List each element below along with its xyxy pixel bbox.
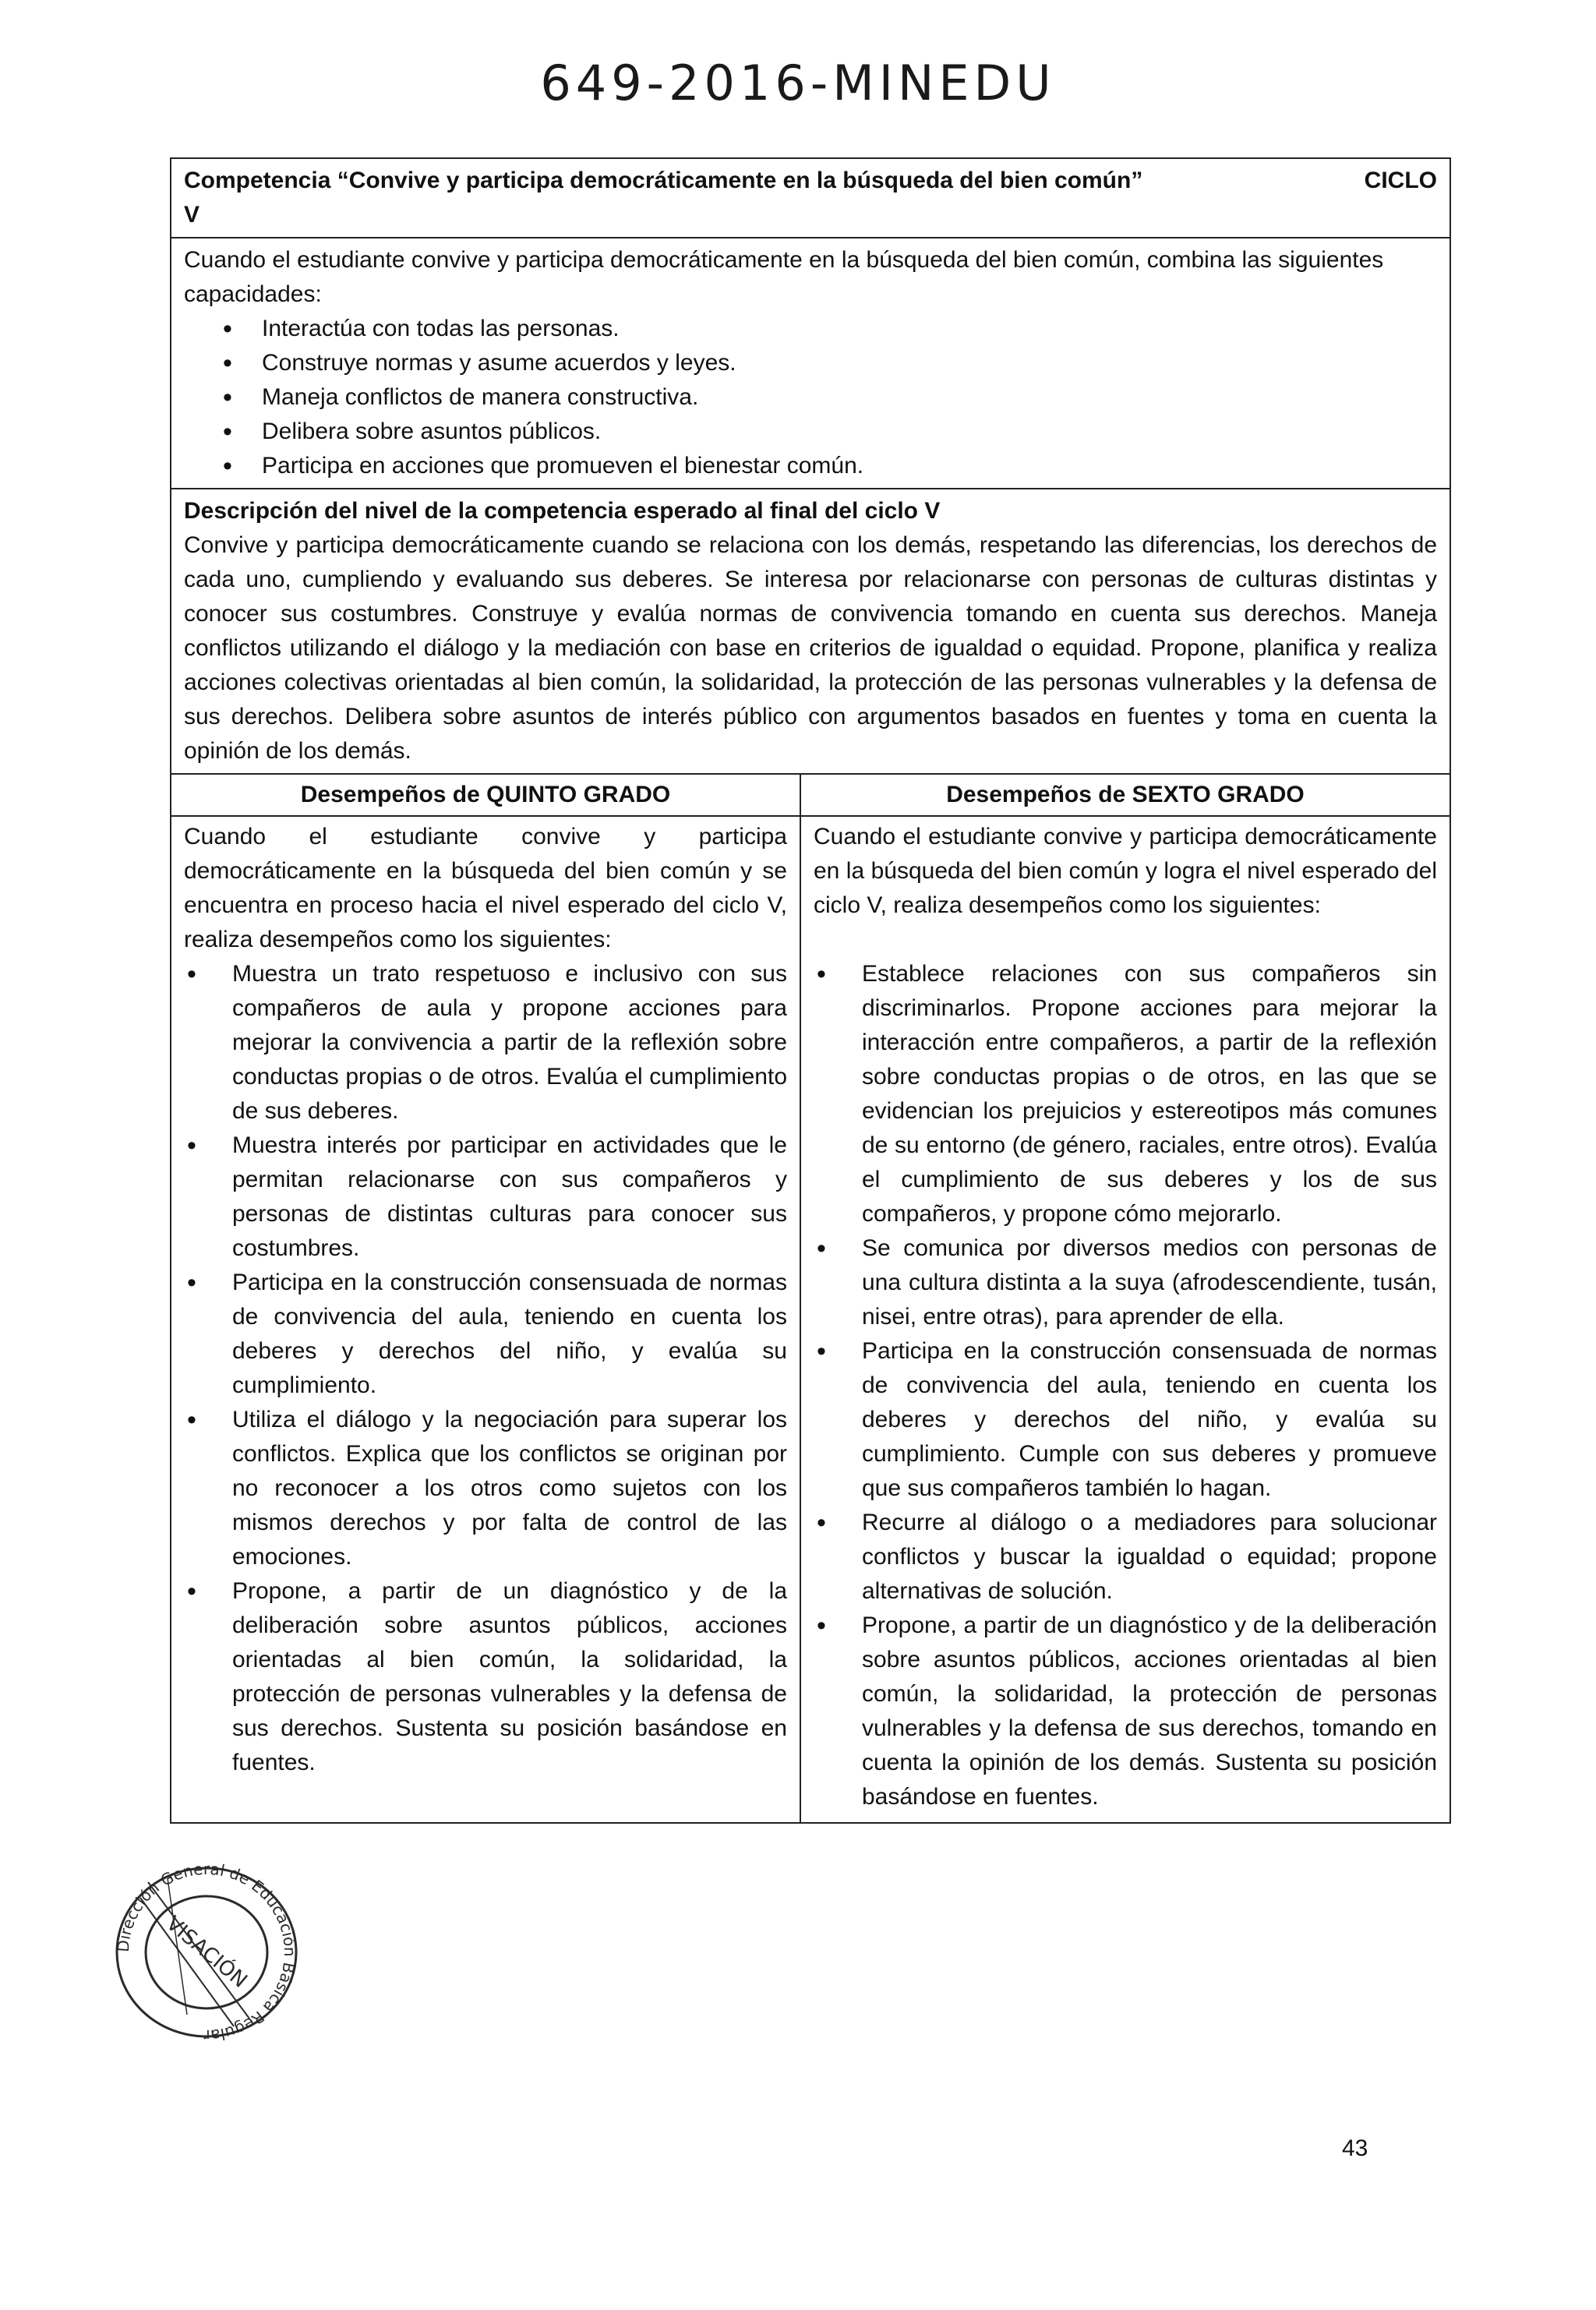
capacidades-intro: Cuando el estudiante convive y participa democráticamente en la búsqueda del bien común, combina las siguientes capacidades: [184, 247, 1384, 307]
competency-table [170, 157, 1451, 1824]
competency-block [171, 159, 1449, 238]
sexto-column [801, 817, 1449, 1822]
quinto-column [171, 817, 801, 1822]
desempeno-item: • Recurre al diálogo o a mediadores para solucionar conflictos y buscar la igualdad o equidad; propone alternativas de solución. [814, 1506, 1437, 1609]
capacidad-item: • Delibera sobre asuntos públicos. [223, 415, 1437, 449]
capacidad-item: • Participa en acciones que promueven el bienestar común. [223, 449, 1437, 483]
competency-header [184, 164, 1437, 198]
sexto-intro: Cuando el estudiante convive y participa democráticamente en la búsqueda del bien común y logra el nivel esperado del ciclo V, realiza desempeños como los siguientes: [814, 824, 1437, 918]
descripcion-text: Convive y participa democráticamente cuando se relaciona con los demás, respetando las diferencias, los derechos de cada uno, cumpliendo y evaluando sus deberes. Se interesa por relacionarse con personas de culturas distintas y conocer sus costumbres. Construye y evalúa normas de convivencia tomando en cuenta sus derechos. Maneja conflictos utilizando el diálogo y la mediación con base en criterios de igualdad o equidad. Propone, planifica y realiza acciones colectivas orientadas al bien común, la solidaridad, la protección de las personas vulnerables y la defensa de sus derechos. Delibera sobre asuntos de interés público con argumentos basados en fuentes y toma en cuenta la opinión de los demás. [184, 532, 1437, 764]
descripcion-block [171, 489, 1449, 775]
seal-inner-text: VISACIÓN [161, 1912, 252, 1993]
desempeno-item: • Establece relaciones con sus compañeros sin discriminarlos. Propone acciones para mejorar la interacción entre compañeros, a partir de la reflexión sobre conductas propias o de otros, en las que se evidencian los prejuicios y estereotipos más comunes de su entorno (de género, raciales, entre otros). Evalúa el cumplimiento de sus deberes y los de sus compañeros, y propone cómo mejorarlo. [814, 957, 1437, 1231]
desempenos-grid [171, 775, 1449, 1822]
desempeno-item: • Utiliza el diálogo y la negociación para superar los conflictos. Explica que los conflictos se originan por no reconocer a los otros como sujetos con los mismos derechos y por falta de control de las emociones. [184, 1403, 787, 1574]
desempeno-item: • Muestra interés por participar en actividades que le permitan relacionarse con sus compañeros y personas de distintas culturas para conocer sus costumbres. [184, 1129, 787, 1266]
visacion-seal-stamp [94, 1859, 320, 2046]
quinto-intro: Cuando el estudiante convive y participa democráticamente en la búsqueda del bien común y se encuentra en proceso hacia el nivel esperado del ciclo V, realiza desempeños como los siguientes: [184, 824, 787, 952]
desempeno-item: • Propone, a partir de un diagnóstico y de la deliberación sobre asuntos públicos, acciones orientadas al bien común, la solidaridad, la protección de personas vulnerables y la defensa de sus derechos. Sustenta su posición basándose en fuentes. [184, 1574, 787, 1780]
desempeno-item: • Participa en la construcción consensuada de normas de convivencia del aula, teniendo en cuenta los deberes y derechos del niño, y evalúa su cumplimiento. [184, 1266, 787, 1403]
ciclo-label: CICLO [1364, 168, 1437, 193]
capacidad-item: • Interactúa con todas las personas. [223, 312, 1437, 346]
ciclo-value: V [184, 202, 200, 228]
desempeno-item: • Se comunica por diversos medios con personas de una cultura distinta a la suya (afrodescendiente, tusán, nisei, entre otras), para aprender de ella. [814, 1231, 1437, 1334]
capacidad-item: • Construye normas y asume acuerdos y leyes. [223, 346, 1437, 380]
seal-outer-text: Dirección General de Educación Básica Regular [113, 1859, 300, 2046]
quinto-heading: Desempeños de QUINTO GRADO [171, 775, 801, 817]
capacidades-block [171, 238, 1449, 489]
page-number: 43 [1342, 2135, 1368, 2161]
capacidades-list [184, 312, 1437, 483]
sexto-heading: Desempeños de SEXTO GRADO [801, 775, 1449, 817]
sexto-list [814, 957, 1437, 1814]
desempeno-item: • Muestra un trato respetuoso e inclusivo con sus compañeros de aula y propone acciones para mejorar la convivencia a partir de la reflexión sobre conductas propias o de otros. Evalúa el cumplimiento de sus deberes. [184, 957, 787, 1129]
capacidad-item: • Maneja conflictos de manera constructiva. [223, 380, 1437, 415]
desempeno-item: • Propone, a partir de un diagnóstico y de la deliberación sobre asuntos públicos, acciones orientadas al bien común, la solidaridad, la protección de personas vulnerables y la defensa de sus derechos, tomando en cuenta la opinión de los demás. Sustenta su posición basándose en fuentes. [814, 1609, 1437, 1814]
competency-title: Competencia “Convive y participa democráticamente en la búsqueda del bien común” [184, 168, 1143, 193]
document-number: 649-2016-MINEDU [540, 55, 1056, 111]
quinto-list [184, 957, 787, 1780]
desempeno-item: • Participa en la construcción consensuada de normas de convivencia del aula, teniendo en cuenta los deberes y derechos del niño, y evalúa su cumplimiento. Cumple con sus deberes y promueve que sus compañeros también lo hagan. [814, 1334, 1437, 1506]
descripcion-title: Descripción del nivel de la competencia esperado al final del ciclo V [184, 498, 941, 524]
